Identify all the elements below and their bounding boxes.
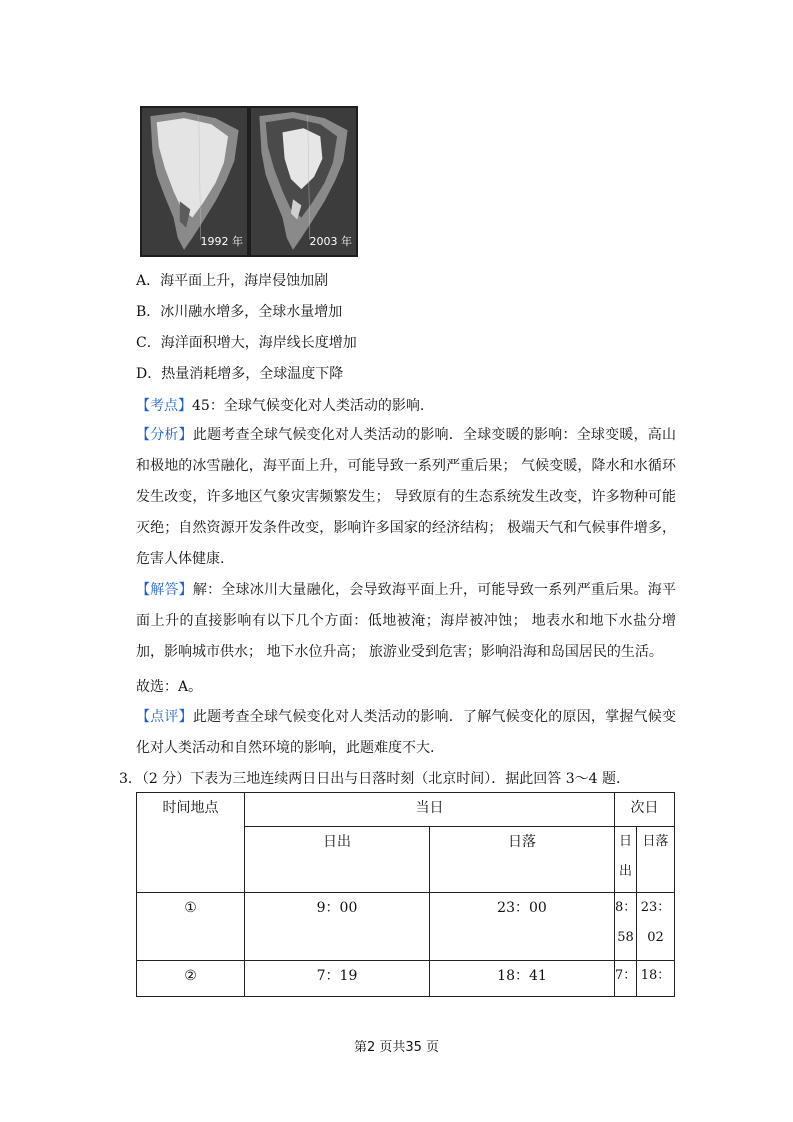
greenland-2003-image: [251, 108, 356, 255]
table-cell-sunrise: 7：19: [245, 960, 430, 996]
table-header-sunrise: 日出: [245, 827, 430, 893]
table-cell-sunrise-next: 7：: [615, 960, 637, 996]
table-header-sunset: 日落: [430, 827, 615, 893]
kaodian-tag: 【考点】: [136, 398, 192, 414]
table-header-row-1: [137, 793, 675, 827]
table-header-sunrise-next: 日出: [615, 827, 637, 893]
option-d: D．热量消耗增多，全球温度下降: [136, 366, 344, 382]
option-b: B．冰川融水增多，全球水量增加: [136, 304, 343, 320]
table-cell-sunset-next: 23：02: [637, 893, 675, 960]
sunrise-sunset-table: [136, 792, 675, 997]
jieda-tag: 【解答】: [136, 582, 193, 598]
greenland-1992-image: [142, 108, 247, 255]
dianping-tag: 【点评】: [136, 709, 193, 725]
table-cell-sunset-next: 18：: [637, 960, 675, 996]
fenxi-section: [136, 420, 676, 575]
kaodian-section: [136, 395, 424, 415]
table-cell-sunrise: 9：00: [245, 893, 430, 960]
table-row: [137, 960, 675, 996]
figure-year-label-1992: 1992 年: [200, 235, 243, 248]
figure-year-label-2003: 2003 年: [309, 235, 352, 248]
jieda-text: 解：全球冰川大量融化，会导致海平面上升，可能导致一系列严重后果。海平面上升的直接影响有以下几个方面：低地被淹；海岸被冲蚀； 地表水和地下水盐分增加，影响城市供水； 地下水位升高； 旅游业受到危害；影响沿海和岛国居民的生活。: [136, 582, 677, 660]
fenxi-text: 此题考查全球气候变化对人类活动的影响．全球变暖的影响：全球变暖，高山和极地的冰雪融化，海平面上升，可能导致一系列严重后果； 气候变暖，降水和水循环发生改变，许多地区气象灾害频繁发生； 导致原有的生态系统发生改变，许多物种可能灭绝；自然资源开发条件改变，影响许多国家的经济结构； 极端天气和气候事件增多，危害人体健康.: [136, 427, 677, 567]
table-corner-cell: 时间地点: [137, 793, 245, 893]
kaodian-text: 45：全球气候变化对人类活动的影响.: [192, 398, 425, 414]
option-c: C．海洋面积增大，海岸线长度增加: [136, 335, 357, 351]
greenland-ice-figure: [140, 106, 358, 257]
table-cell-place: ①: [137, 893, 245, 960]
table-header-sunset-next: 日落: [637, 827, 675, 893]
dianping-section: [136, 702, 676, 764]
table-header-day2: 次日: [615, 793, 675, 827]
table-cell-sunset: 23：00: [430, 893, 615, 960]
answer-choice: 故选：A。: [136, 679, 203, 695]
dianping-text: 此题考查全球气候变化对人类活动的影响．了解气候变化的原因，掌握气候变化对人类活动和自然环境的影响，此题难度不大.: [136, 709, 677, 756]
jieda-section: [136, 575, 676, 668]
question-3-stem: 3．（2 分）下表为三地连续两日日出与日落时刻（北京时间）．据此回答 3～4 题．: [119, 771, 630, 787]
table-row: [137, 893, 675, 960]
option-a: A．海平面上升，海岸侵蚀加剧: [136, 273, 329, 289]
page-footer: 第2 页共35 页: [353, 1040, 440, 1055]
table-cell-sunset: 18：41: [430, 960, 615, 996]
fenxi-tag: 【分析】: [136, 427, 193, 443]
table-header-day1: 当日: [245, 793, 615, 827]
table-cell-place: ②: [137, 960, 245, 996]
table-cell-sunrise-next: 8：58: [615, 893, 637, 960]
